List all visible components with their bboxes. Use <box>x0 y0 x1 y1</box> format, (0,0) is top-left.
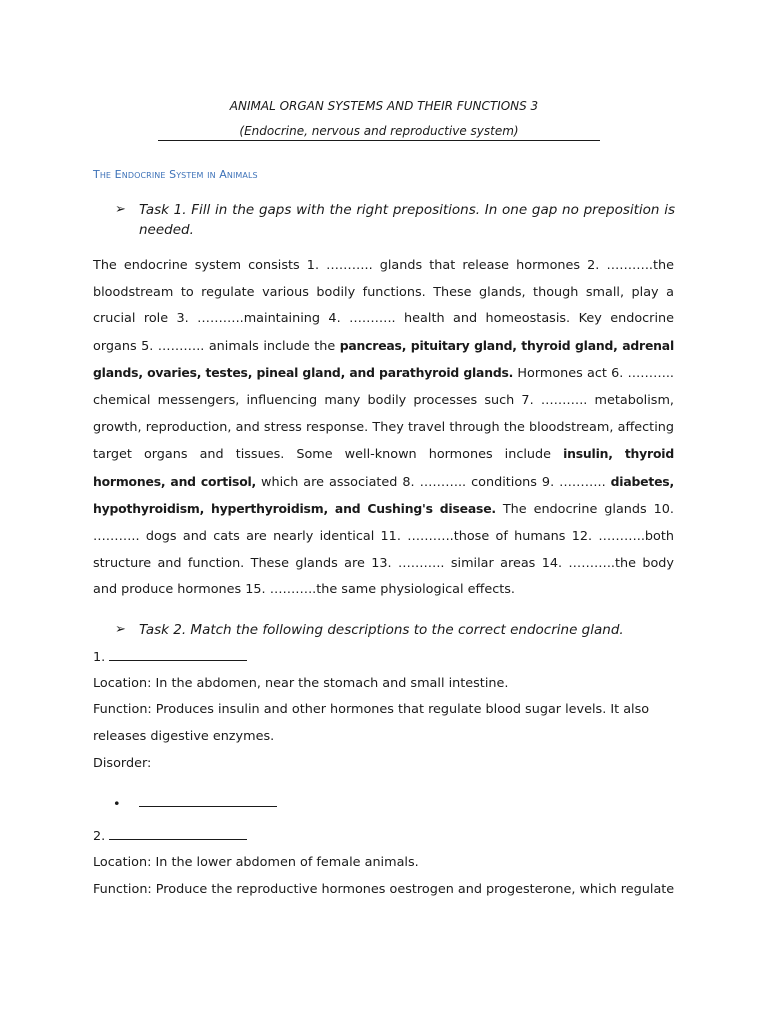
answer-blank[interactable] <box>109 828 247 840</box>
document-subtitle: (Endocrine, nervous and reproductive system) <box>158 124 600 141</box>
task-2-instruction: Task 2. Match the following descriptions to the correct endocrine gland. <box>139 622 624 638</box>
item-number: 2. <box>93 829 106 844</box>
arrow-bullet-icon: ➢ <box>115 202 126 217</box>
answer-blank[interactable] <box>109 649 247 661</box>
item-2-function: Function: Produce the reproductive hormones oestrogen and progesterone, which regulate <box>93 882 675 897</box>
task-1-paragraph <box>93 253 674 604</box>
text-run: The endocrine glands 10. ……….. dogs and cats are nearly identical 11. ………..those of humans 12. ………..both structure and function. These glands are 13. ……….. similar areas 14. ………..the body and produce hormones 15. ………..the same physiological effects. <box>93 502 674 598</box>
bold-term-run: diabetes, hypothyroidism, hyperthyroidism, and Cushing's disease. <box>93 473 674 517</box>
section-heading: The Endocrine System in Animals <box>93 168 258 181</box>
bold-term-run: pancreas, pituitary gland, thyroid gland, adrenal glands, ovaries, testes, pineal gland, and parathyroid glands. <box>93 337 674 381</box>
item-1-location: Location: In the abdomen, near the stomach and small intestine. <box>93 676 509 691</box>
task-1-instruction: Task 1. Fill in the gaps with the right prepositions. In one gap no preposition is needed. <box>139 202 675 238</box>
arrow-bullet-icon: ➢ <box>115 622 126 637</box>
text-run: which are associated 8. ……….. conditions 9. ……….. <box>256 474 611 490</box>
bold-term-run: insulin, thyroid hormones, and cortisol, <box>93 446 674 489</box>
text-run: Hormones act 6. ……….. chemical messengers, influencing many bodily processes such 7. ……….. metabolism, growth, reproduction, and stress response. They travel through the bloodstream, affecting target organs and tissues. Some well-known hormones include <box>93 366 675 463</box>
item-1-function: Function: Produces insulin and other hormones that regulate blood sugar levels. It also <box>93 702 650 717</box>
item-2-number-line <box>93 827 713 847</box>
item-1-number-line <box>93 648 713 668</box>
document-title: ANIMAL ORGAN SYSTEMS AND THEIR FUNCTIONS 3 <box>229 99 539 113</box>
task-1-heading <box>115 200 675 240</box>
item-2-location: Location: In the lower abdomen of female animals. <box>93 855 419 870</box>
bullet-dot-icon: • <box>113 797 121 812</box>
item-number: 1. <box>93 650 106 665</box>
task-2-heading <box>115 620 675 640</box>
disorder-answer-blank[interactable] <box>139 795 277 807</box>
item-1-disorder-label: Disorder: <box>93 756 152 771</box>
text-run: The endocrine system consists 1. ……….. glands that release hormones 2. ………..the bloodstream to regulate various bodily functions. These glands, though small, play a crucial role 3. ………..maintaining 4. ……….. health and homeostasis. Key endocrine organs 5. ……….. animals include the <box>93 258 674 354</box>
item-1-function-cont: releases digestive enzymes. <box>93 729 275 744</box>
